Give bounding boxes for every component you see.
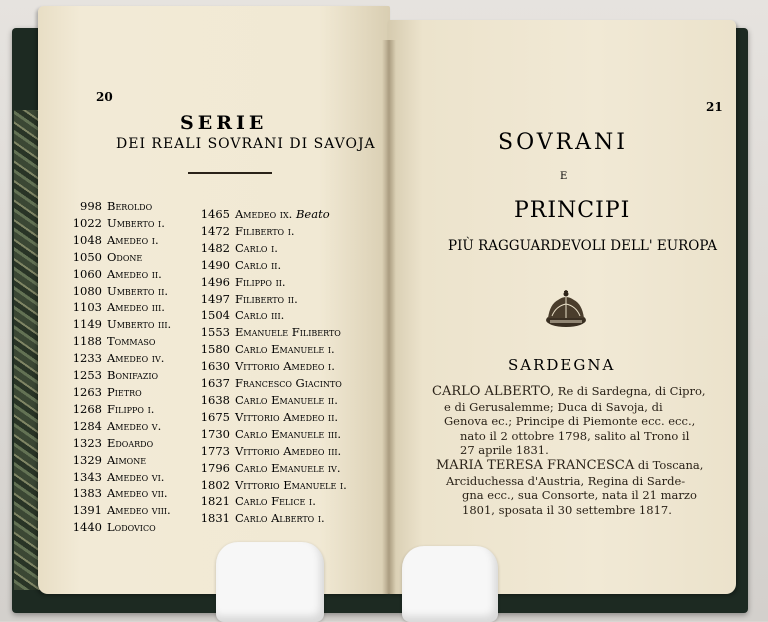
list-item: 1060 Amedeo ii. xyxy=(72,266,162,281)
list-item: 1253 Bonifazio xyxy=(72,368,159,383)
list-item: 1233 Amedeo iv. xyxy=(72,351,165,366)
list-item: 1490 Carlo ii. xyxy=(200,257,282,272)
list-item: 1675 Vittorio Amedeo ii. xyxy=(200,409,339,424)
list-item: 1580 Carlo Emanuele i. xyxy=(200,342,335,357)
white-glove-right xyxy=(402,546,498,622)
title-rule xyxy=(188,172,272,174)
right-page-title-2: PRINCIPI xyxy=(514,198,631,223)
list-item: 1630 Vittorio Amedeo i. xyxy=(200,359,335,374)
title-conjunction: E xyxy=(560,171,568,182)
list-item: 1802 Vittorio Emanuele i. xyxy=(200,477,347,492)
entry-name: CARLO ALBERTO xyxy=(432,384,551,399)
right-page-title: SOVRANI xyxy=(498,130,629,155)
list-item: 1472 Filiberto i. xyxy=(200,223,295,238)
left-page-subtitle: DEI REALI SOVRANI DI SAVOJA xyxy=(116,136,376,152)
list-item: 1050 Odone xyxy=(72,249,143,264)
list-item: 1268 Filippo i. xyxy=(72,401,155,416)
list-item: 1188 Tommaso xyxy=(72,334,156,349)
list-item: 1504 Carlo iii. xyxy=(200,308,285,323)
list-item: 1440 Lodovico xyxy=(72,520,156,535)
list-item: 1465 Amedeo ix. Beato xyxy=(200,207,330,221)
list-item: 1149 Umberto iii. xyxy=(72,317,172,332)
list-item: 1496 Filippo ii. xyxy=(200,274,286,289)
list-item: 1263 Pietro xyxy=(72,384,142,399)
list-item: 1343 Amedeo vi. xyxy=(72,469,165,484)
left-page-number: 20 xyxy=(96,90,113,104)
white-glove-left xyxy=(216,542,324,622)
entry-name: MARIA TERESA FRANCESCA xyxy=(436,458,635,473)
sovereign-list-right xyxy=(196,206,347,527)
list-item: 1796 Carlo Emanuele iv. xyxy=(200,460,341,475)
list-item: 1497 Filiberto ii. xyxy=(200,291,298,306)
list-item: 1637 Francesco Giacinto xyxy=(200,376,342,391)
list-item: 1284 Amedeo v. xyxy=(72,418,162,433)
sovereign-list-left xyxy=(68,198,171,536)
list-item: 1329 Aimone xyxy=(72,452,147,467)
section-heading: SARDEGNA xyxy=(508,356,616,374)
list-item: 1022 Umberto i. xyxy=(72,215,165,230)
list-item: 1773 Vittorio Amedeo iii. xyxy=(200,443,342,458)
entry-carlo-alberto: CARLO ALBERTO, Re di Sardegna, di Cipro, e di Gerusalemme; Duca di Savoja, di Genova ec.; Principe di Piemonte ecc. ecc., nato il 2 ottobre 1798, salito al Trono il 27 aprile 1831. xyxy=(432,384,706,458)
list-item: 1638 Carlo Emanuele ii. xyxy=(200,392,338,407)
list-item: 1080 Umberto ii. xyxy=(72,283,169,298)
left-page-title: SERIE xyxy=(180,112,268,134)
list-item: 1553 Emanuele Filiberto xyxy=(200,325,341,340)
list-item: 1103 Amedeo iii. xyxy=(72,300,165,315)
list-item: 1383 Amedeo vii. xyxy=(72,486,168,501)
list-item: 1821 Carlo Felice i. xyxy=(200,494,316,509)
right-page-number: 21 xyxy=(706,100,723,114)
list-item: 1730 Carlo Emanuele iii. xyxy=(200,426,342,441)
list-item: 1482 Carlo i. xyxy=(200,240,278,255)
list-item: 1391 Amedeo viii. xyxy=(72,503,171,518)
list-item: 1831 Carlo Alberto i. xyxy=(200,511,325,526)
list-item: 1048 Amedeo i. xyxy=(72,232,159,247)
list-item: 998 Beroldo xyxy=(80,199,153,213)
right-page-subtitle: PIÙ RAGGUARDEVOLI DELL' EUROPA xyxy=(448,238,717,254)
list-item: 1323 Edoardo xyxy=(72,435,154,450)
book-gutter xyxy=(382,40,396,594)
crown-icon xyxy=(542,290,590,330)
entry-maria-teresa: MARIA TERESA FRANCESCA di Toscana, Arciduchessa d'Austria, Regina di Sarde- gna ecc., sua Consorte, nata il 21 marzo 1801, sposata il 30 settembre 1817. xyxy=(436,458,704,517)
